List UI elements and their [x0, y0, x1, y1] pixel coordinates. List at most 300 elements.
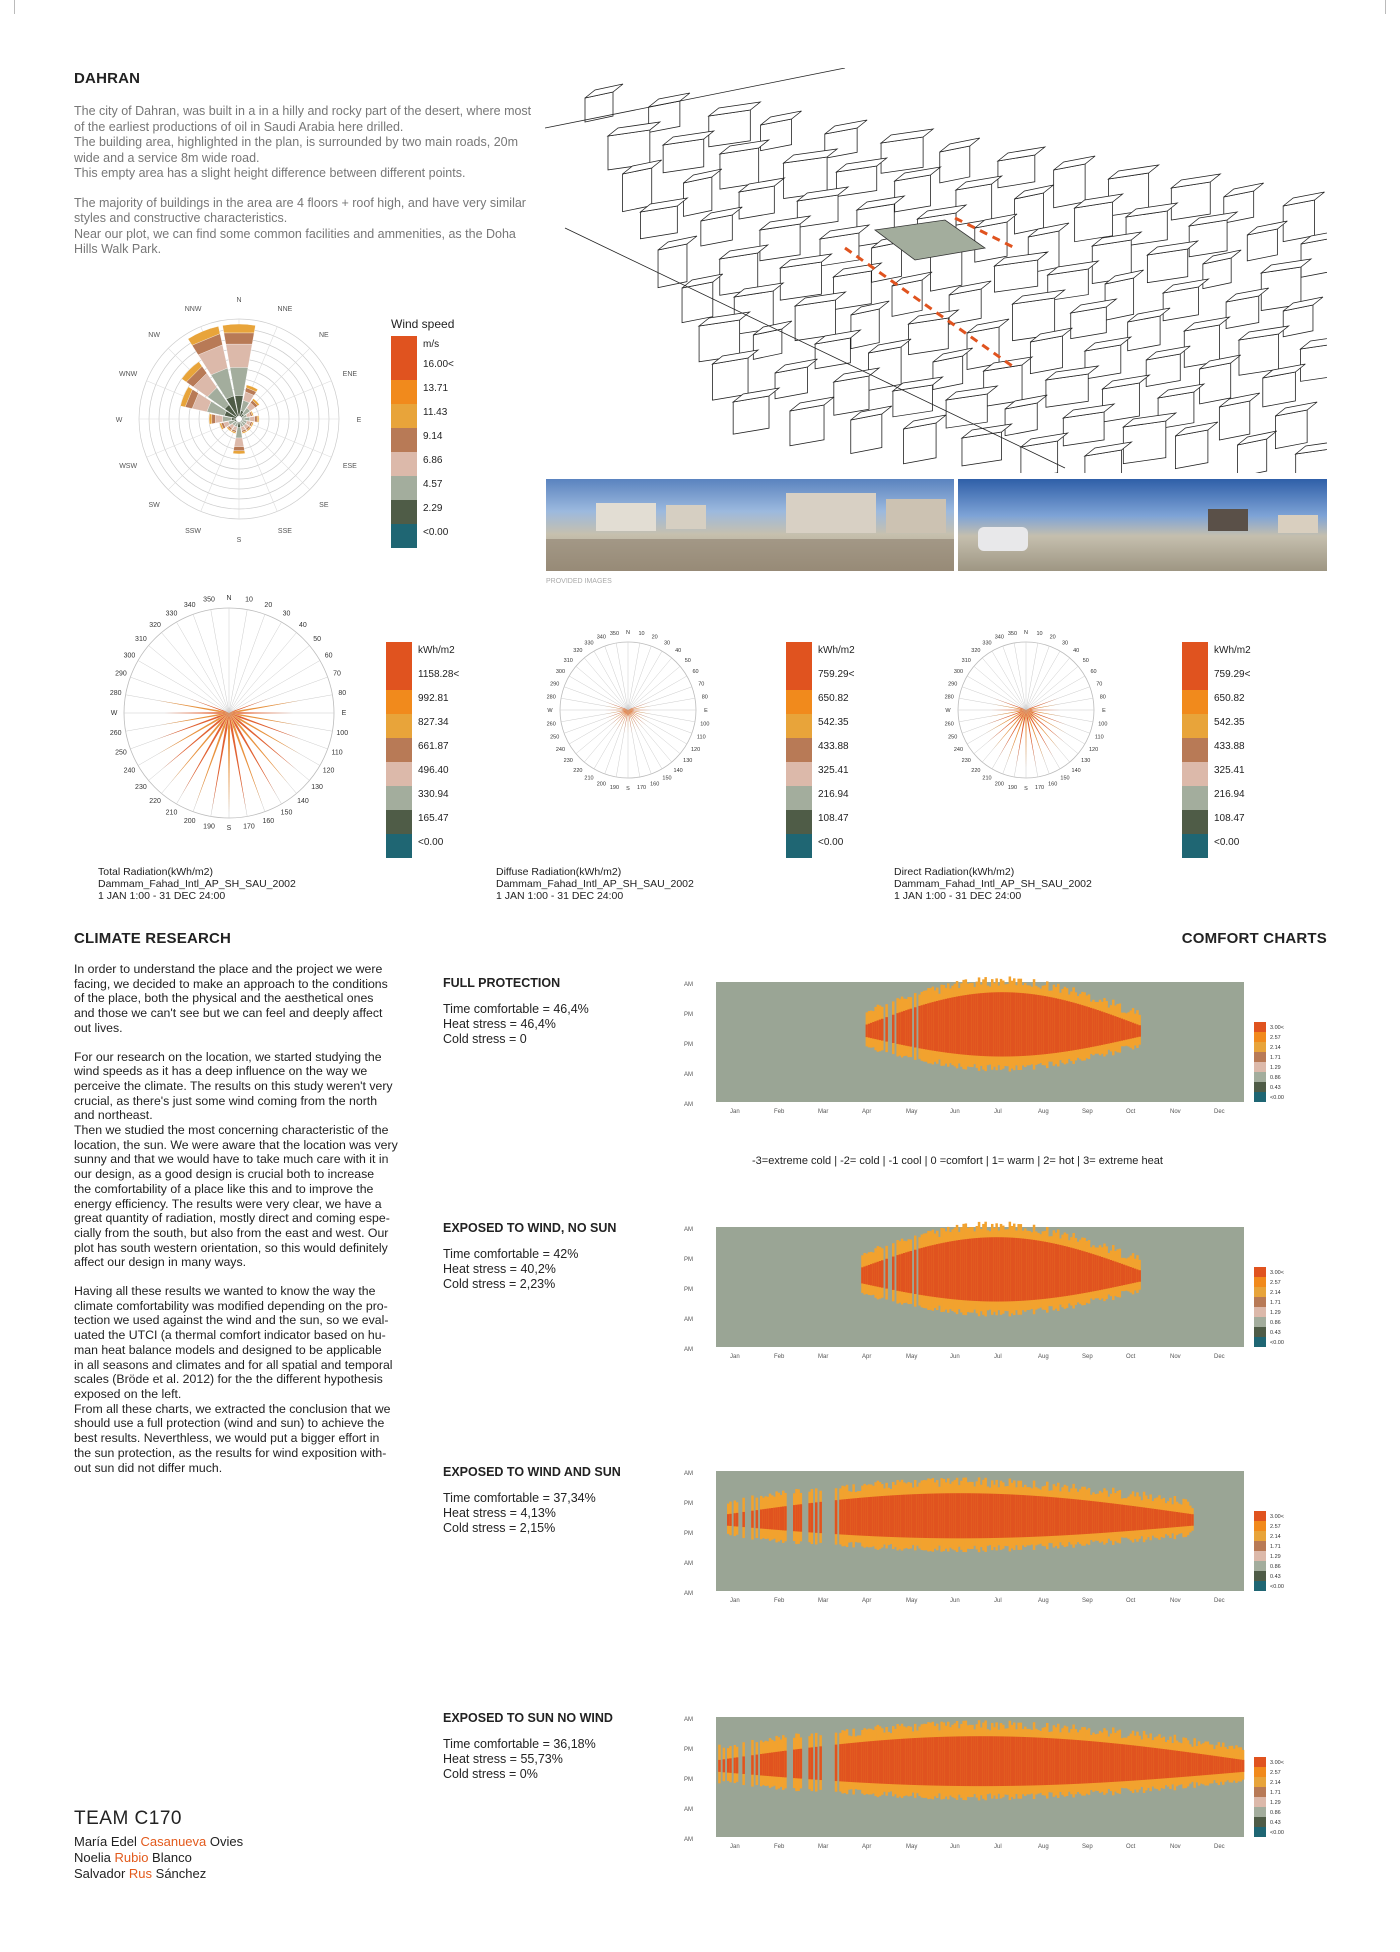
comfort-heat-band: [1083, 1500, 1086, 1534]
sketch-building-face: [895, 175, 931, 212]
comfort-heat-band: [888, 1740, 891, 1784]
comfort-heat-band: [1055, 1497, 1058, 1535]
legend-row: [1182, 690, 1251, 714]
comfort-heat-band: [932, 1494, 935, 1539]
legend-swatch: [786, 690, 812, 714]
intro-text: [74, 104, 544, 272]
comfort-heat-band: [1059, 1245, 1062, 1297]
wind-direction-label: SSW: [185, 527, 202, 535]
comfort-heat-band: [1022, 1239, 1025, 1301]
compass-label: 60: [692, 669, 699, 675]
legend-unit: kWh/m2: [1214, 645, 1251, 656]
comfort-heat-band: [973, 994, 976, 1056]
compass-label: 190: [609, 784, 620, 791]
comfort-heat-band: [1002, 1494, 1005, 1538]
comfort-month-label: Jan: [730, 1598, 740, 1604]
comfort-legend-swatch: [1254, 1767, 1266, 1777]
comfort-heat-band: [863, 1267, 866, 1284]
compass-label: 70: [333, 670, 341, 678]
comfort-legend-value: 1.29: [1270, 1065, 1281, 1071]
comfort-heat-band: [951, 1241, 954, 1299]
comfort-heat-band: [1114, 1743, 1117, 1781]
wind-legend-title: Wind speed: [391, 317, 455, 331]
climate-paragraph: [74, 1050, 421, 1271]
climate-line: perceive the climate. The results on this study weren't very: [74, 1078, 393, 1093]
comfort-heat-band: [971, 1736, 974, 1786]
comfort-heat-band: [1185, 1513, 1188, 1526]
stat-heat-stress: Heat stress = 4,13%: [443, 1506, 556, 1520]
comfort-heat-band: [1055, 1739, 1058, 1785]
comfort-heat-band: [982, 1238, 985, 1302]
intro-line: The majority of buildings in the area are 4 floors + roof high, and have very similar: [74, 195, 526, 210]
sketch-building: [1146, 346, 1190, 387]
comfort-heat-band: [914, 1007, 917, 1047]
comfort-heat-band: [771, 1752, 774, 1776]
comfort-heat-band: [1222, 1757, 1225, 1774]
comfort-legend-swatch: [1254, 1072, 1266, 1082]
comfort-heat-band: [1198, 1754, 1201, 1776]
comfort-month-label: Oct: [1126, 1844, 1136, 1850]
comfort-heat-band: [1011, 992, 1014, 1056]
comfort-heat-band: [1123, 1019, 1126, 1040]
comfort-heat-band: [1105, 1743, 1108, 1783]
comfort-heat-band: [1156, 1509, 1159, 1528]
comfort-heat-band: [918, 1006, 921, 1048]
comfort-heat-band: [870, 1497, 873, 1536]
sketch-building: [683, 169, 721, 216]
legend-row: [786, 762, 855, 786]
comfort-heat-band: [850, 1499, 853, 1535]
comfort-heat-band: [846, 1499, 849, 1535]
comfort-heat-band: [1075, 1249, 1078, 1295]
compass-label: 300: [555, 669, 566, 675]
comfort-heat-band: [1116, 1262, 1119, 1286]
comfort-heat-band: [1143, 1747, 1146, 1780]
comfort-heat-band: [1097, 1010, 1100, 1046]
compass-label: 40: [675, 648, 682, 655]
comfort-heat-band: [782, 1507, 785, 1531]
comfort-heat-band: [729, 1758, 732, 1773]
legend-swatch: [786, 714, 812, 738]
comfort-heat-band: [1165, 1749, 1168, 1778]
comfort-heat-band: [1169, 1750, 1172, 1778]
comfort-heat-band: [1209, 1755, 1212, 1775]
comfort-heat-band: [883, 1496, 886, 1537]
sketch-building: [1237, 431, 1276, 473]
comfort-heat-band: [775, 1507, 778, 1529]
comfort-legend-value: 1.71: [1270, 1790, 1281, 1796]
comfort-heat-band: [1101, 1012, 1104, 1045]
comfort-legend-value: 0.43: [1270, 1820, 1281, 1826]
comfort-heat-band: [991, 1494, 994, 1538]
sketch-building: [946, 386, 997, 428]
sketch-building-face: [1075, 202, 1113, 242]
comfort-heat-band: [1088, 1253, 1091, 1292]
comfort-heat-band: [1004, 1237, 1007, 1301]
comfort-month-label: Jan: [730, 1109, 740, 1115]
comfort-heat-band: [1213, 1756, 1216, 1775]
comfort-heat-band: [998, 1736, 1001, 1786]
comfort-month-label: Jun: [950, 1844, 960, 1850]
compass-label: 350: [609, 631, 620, 638]
comfort-heat-band: [1017, 1737, 1020, 1786]
comfort-heat-band: [861, 1267, 864, 1283]
legend-swatch: [386, 714, 412, 738]
sketch-building: [1203, 250, 1241, 289]
comfort-heat-band: [1094, 1501, 1097, 1533]
comfort-heat-band: [1180, 1513, 1183, 1527]
comfort-heat-band: [762, 1754, 765, 1776]
sketch-building-face: [1301, 238, 1327, 277]
comfort-heat-band: [1130, 1745, 1133, 1781]
comfort-heat-band: [1042, 1738, 1045, 1785]
compass-label: 200: [994, 781, 1004, 788]
stat-cold-stress: Cold stress = 0: [443, 1032, 527, 1046]
comfort-heat-band: [1110, 1260, 1113, 1288]
comfort-legend-swatch: [1254, 1787, 1266, 1797]
comfort-heat-band: [1218, 1756, 1221, 1774]
legend-swatch: [386, 690, 412, 714]
compass-label: 50: [313, 636, 321, 644]
comfort-heat-band: [811, 1503, 814, 1533]
legend-swatch: [391, 356, 417, 380]
comfort-heat-band: [1015, 1238, 1018, 1301]
comfort-heat-band: [881, 1260, 884, 1287]
comfort-heat-band: [1064, 1739, 1067, 1784]
comfort-heat-band: [1187, 1514, 1190, 1527]
direct-radiation-caption: [894, 866, 1092, 902]
compass-label: 170: [243, 823, 255, 831]
wind-direction-label: ENE: [342, 371, 358, 379]
comfort-heat-band: [1033, 1240, 1036, 1300]
compass-label: 140: [297, 798, 309, 806]
compass-label: 20: [651, 634, 658, 641]
comfort-heat-band: [910, 1738, 913, 1785]
comfort-legend-swatch: [1254, 1042, 1266, 1052]
comfort-heat-band: [923, 1494, 926, 1538]
comfort-month-label: Jun: [950, 1109, 960, 1115]
wind-direction-label: SE: [319, 501, 329, 509]
comfort-heat-band: [1116, 1017, 1119, 1042]
comfort-month-label: Feb: [774, 1354, 785, 1360]
comfort-heat-band: [910, 1494, 913, 1537]
comfort-heat-band: [982, 993, 985, 1056]
climate-text: [74, 962, 421, 1489]
comfort-heat-band: [1176, 1751, 1179, 1778]
comfort-heat-band: [1158, 1748, 1161, 1778]
comfort-heat-band: [973, 1493, 976, 1538]
comfort-heat-band: [736, 1757, 739, 1773]
comfort-heat-band: [742, 1512, 745, 1527]
comfort-legend-value: 2.57: [1270, 1035, 1281, 1041]
climate-line: uated the UTCI (a thermal comfort indicator based on hu-: [74, 1328, 386, 1343]
legend-swatch: [786, 666, 812, 690]
compass-label: 220: [573, 767, 583, 774]
legend-row: [786, 642, 855, 666]
sketch-building: [701, 207, 742, 246]
sketch-building: [1247, 221, 1287, 261]
comfort-heat-band: [980, 993, 983, 1056]
member-surname: Rus: [128, 1866, 153, 1881]
legend-swatch: [1182, 690, 1208, 714]
comfort-legend-value: 2.14: [1270, 1290, 1281, 1296]
legend-row: [391, 380, 454, 404]
wind-direction-label: WSW: [119, 462, 138, 470]
comfort-heat-band: [1138, 1746, 1141, 1780]
comfort-heat-band: [778, 1752, 781, 1777]
legend-swatch: [786, 762, 812, 786]
legend-value: 542.35: [1214, 717, 1245, 728]
legend-row: [386, 810, 459, 834]
comfort-heat-band: [1002, 1237, 1005, 1301]
crop-mark-tl: [0, 0, 15, 14]
comfort-heat-band: [896, 1255, 899, 1291]
legend-value: <0.00: [1214, 837, 1240, 848]
comfort-heat-band: [1039, 1496, 1042, 1536]
comfort-heat-band: [1088, 1007, 1091, 1047]
comfort-heat-band: [1081, 1251, 1084, 1294]
compass-label: 40: [299, 621, 307, 629]
comfort-heat-band: [1123, 1744, 1126, 1781]
climate-line: cially from the south, but also from the east and west. Our: [74, 1225, 389, 1240]
comfort-heat-band: [1141, 1746, 1144, 1780]
comfort-month-label: Aug: [1038, 1598, 1049, 1604]
comfort-legend-swatch: [1254, 1571, 1266, 1581]
compass-label: 300: [953, 669, 964, 675]
legend-row: [786, 786, 855, 810]
wind-direction-label: ESE: [342, 462, 357, 470]
member-surname: Casanueva: [140, 1834, 207, 1849]
comfort-heat-band: [782, 1751, 785, 1777]
comfort-heat-band: [1202, 1754, 1205, 1775]
comfort-scale-explanation: -3=extreme cold | -2= cold | -1 cool | 0 =comfort | 1= warm | 2= hot | 3= extreme heat: [752, 1155, 1163, 1167]
comfort-heat-band: [1026, 1495, 1029, 1537]
comfort-heat-band: [859, 1742, 862, 1782]
caption-line: Dammam_Fahad_Intl_AP_SH_SAU_2002: [894, 878, 1092, 890]
comfort-heat-band: [929, 1246, 932, 1297]
radiation-spike: [229, 712, 293, 713]
comfort-legend-value: 3.00<: [1270, 1760, 1284, 1766]
comfort-month-label: Jul: [994, 1109, 1002, 1115]
comfort-heat-band: [938, 1244, 941, 1298]
scenario-wind-no-sun: [443, 1221, 616, 1292]
legend-value: 108.47: [1214, 813, 1245, 824]
comfort-legend-value: <0.00: [1270, 1095, 1284, 1101]
comfort-y-label: PM: [684, 1777, 693, 1783]
comfort-heat-band: [1031, 1737, 1034, 1785]
compass-label: 100: [1098, 721, 1108, 728]
legend-value: 661.87: [418, 741, 449, 752]
comfort-heat-band: [1167, 1750, 1170, 1779]
sketch-building-face: [790, 405, 824, 446]
comfort-heat-band: [903, 1253, 906, 1292]
comfort-heat-band: [870, 1741, 873, 1783]
comfort-heat-band: [965, 1493, 968, 1538]
comfort-heat-band: [1081, 1500, 1084, 1534]
comfort-heat-band: [1108, 1743, 1111, 1782]
comfort-heat-band: [885, 1740, 888, 1784]
compass-label: 50: [1082, 657, 1089, 664]
compass-label: 260: [944, 721, 954, 728]
comfort-heat-band: [1171, 1750, 1174, 1778]
comfort-heat-band: [1020, 1238, 1023, 1301]
comfort-heat-band: [1090, 1253, 1093, 1291]
comfort-heat-band: [1121, 1505, 1124, 1532]
comfort-heat-band: [1072, 1003, 1075, 1051]
legend-value: <0.00: [818, 837, 844, 848]
legend-swatch: [386, 834, 412, 858]
legend-value: 216.94: [818, 789, 849, 800]
comfort-heat-band: [874, 1741, 877, 1784]
comfort-heat-band: [841, 1499, 844, 1534]
comfort-month-label: Sep: [1082, 1844, 1093, 1850]
comfort-heat-band: [1066, 1001, 1069, 1052]
comfort-legend-value: 1.29: [1270, 1800, 1281, 1806]
caption-line: 1 JAN 1:00 - 31 DEC 24:00: [894, 890, 1022, 902]
legend-swatch: [1182, 834, 1208, 858]
comfort-heat-band: [1075, 1740, 1078, 1784]
sketch-building: [1219, 393, 1259, 440]
legend-row: [386, 738, 459, 762]
wind-petal: [224, 332, 254, 345]
comfort-heat-band: [1094, 1742, 1097, 1783]
comfort-heat-band: [962, 1493, 965, 1538]
legend-row: [386, 690, 459, 714]
comfort-heat-band: [885, 1496, 888, 1537]
comfort-legend-value: 2.57: [1270, 1770, 1281, 1776]
compass-label: 290: [948, 681, 958, 688]
comfort-heat-band: [918, 1738, 921, 1785]
comfort-heat-band: [1233, 1759, 1236, 1773]
comfort-heat-band: [795, 1505, 798, 1532]
comfort-heat-band: [879, 1020, 882, 1041]
comfort-heat-band: [1009, 992, 1012, 1056]
comfort-heat-band: [1116, 1504, 1119, 1532]
total-radiation-rose: [84, 568, 374, 858]
comfort-heat-band: [1053, 1738, 1056, 1784]
comfort-heat-band: [991, 1736, 994, 1786]
comfort-legend-value: 3.00<: [1270, 1270, 1284, 1276]
comfort-y-label: AM: [684, 1591, 693, 1597]
legend-value: 992.81: [418, 693, 449, 704]
comfort-heat-band: [1022, 1737, 1025, 1786]
comfort-heat-band: [914, 1250, 917, 1294]
comfort-heat-band: [855, 1498, 858, 1535]
comfort-heat-band: [1070, 1002, 1073, 1051]
comfort-heat-band: [1039, 995, 1042, 1054]
comfort-heat-band: [793, 1750, 796, 1779]
comfort-heat-band: [1110, 1503, 1113, 1532]
radiation-spike: [1025, 710, 1026, 768]
caption-line: Dammam_Fahad_Intl_AP_SH_SAU_2002: [98, 878, 296, 890]
comfort-legend-value: 3.00<: [1270, 1025, 1284, 1031]
comfort-heat-band: [978, 993, 981, 1055]
comfort-heat-band: [1028, 994, 1031, 1056]
comfort-heat-band: [960, 1736, 963, 1786]
comfort-heat-band: [958, 996, 961, 1054]
comfort-heat-band: [877, 1262, 880, 1287]
comfort-heat-band: [760, 1509, 763, 1528]
comfort-heat-band: [872, 1022, 875, 1039]
comfort-heat-band: [769, 1753, 772, 1776]
compass-label: 240: [123, 767, 136, 775]
comfort-heat-band: [1119, 1018, 1122, 1041]
legend-row: [1182, 834, 1251, 858]
comfort-heat-band: [967, 995, 970, 1055]
comfort-heat-band: [857, 1742, 860, 1782]
comfort-heat-band: [1145, 1747, 1148, 1780]
comfort-month-label: Aug: [1038, 1844, 1049, 1850]
comfort-legend-swatch: [1254, 1797, 1266, 1807]
compass-label: 260: [546, 721, 556, 728]
compass-label: 220: [971, 767, 981, 774]
comfort-heat-band: [1055, 998, 1058, 1053]
legend-value: 325.41: [1214, 765, 1245, 776]
climate-line: best results. Neverthless, we would put a bigger effort in: [74, 1431, 380, 1446]
comfort-heat-band: [1059, 1739, 1062, 1785]
comfort-heat-band: [874, 1497, 877, 1537]
wind-direction-label: NNW: [184, 306, 202, 314]
comfort-month-label: Mar: [818, 1109, 829, 1115]
comfort-heat-band: [852, 1498, 855, 1535]
caption-line: 1 JAN 1:00 - 31 DEC 24:00: [98, 890, 226, 902]
member-last: Sánchez: [152, 1866, 207, 1881]
comfort-heat-band: [839, 1500, 842, 1535]
intro-line: Hills Walk Park.: [74, 242, 162, 256]
climate-line: In order to understand the place and the project we were: [74, 962, 383, 976]
compass-label: 220: [149, 798, 161, 806]
comfort-heat-band: [1136, 1024, 1139, 1037]
compass-label: 100: [336, 729, 349, 737]
comfort-heat-band: [949, 1241, 952, 1299]
comfort-heat-band: [1046, 1497, 1049, 1536]
compass-label: 60: [1090, 669, 1097, 675]
legend-row: [391, 500, 454, 524]
comfort-legend-swatch: [1254, 1817, 1266, 1827]
comfort-heat-band: [1083, 1251, 1086, 1293]
comfort-heat-band: [1046, 1242, 1049, 1298]
legend-row: [786, 810, 855, 834]
comfort-heat-band: [1182, 1752, 1185, 1777]
comfort-heat-band: [1119, 1263, 1122, 1286]
sketch-building-face: [709, 110, 751, 147]
comfort-heat-band: [888, 1496, 891, 1537]
compass-label: 210: [982, 775, 992, 782]
comfort-heat-band: [1031, 994, 1034, 1055]
comfort-heat-band: [899, 1495, 902, 1537]
comfort-heat-band: [1083, 1006, 1086, 1049]
scenario-title: FULL PROTECTION: [443, 976, 561, 990]
comfort-heat-band: [925, 1247, 928, 1296]
comfort-legend-value: <0.00: [1270, 1584, 1284, 1590]
comfort-heat-band: [1154, 1509, 1157, 1529]
comfort-heat-band: [947, 1493, 950, 1538]
comfort-heat-band: [879, 1496, 882, 1536]
comfort-heat-band: [1110, 1743, 1113, 1782]
sketch-building-face: [903, 423, 936, 464]
sketch-building: [1239, 326, 1289, 375]
comfort-heat-band: [1057, 999, 1060, 1053]
comfort-heat-band: [1105, 1258, 1108, 1288]
comfort-heat-band: [1130, 1022, 1133, 1039]
climate-line: great quantity of radiation, mostly direct and coming espe-: [74, 1211, 390, 1226]
comfort-legend-swatch: [1254, 1581, 1266, 1591]
comfort-heat-band: [978, 1238, 981, 1301]
comfort-month-label: Jul: [994, 1844, 1002, 1850]
comfort-heat-band: [751, 1511, 754, 1528]
climate-line: Having all these results we wanted to know the way the: [74, 1284, 376, 1299]
comfort-heat-band: [1024, 993, 1027, 1056]
